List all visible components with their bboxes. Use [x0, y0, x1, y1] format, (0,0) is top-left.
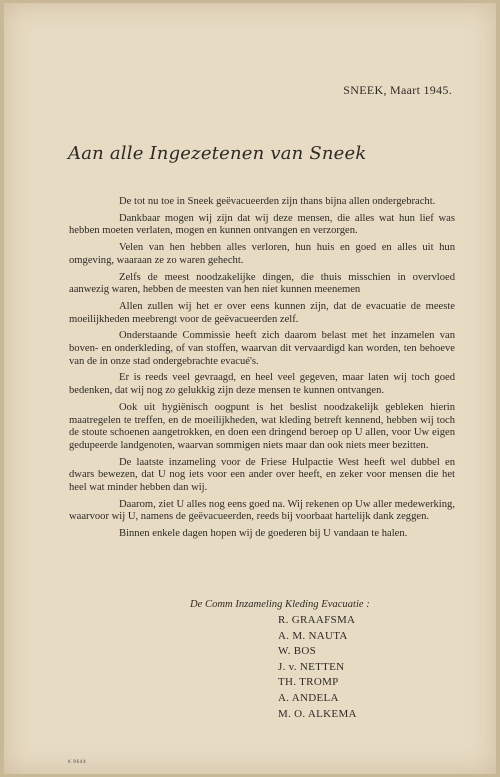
paragraph: De tot nu toe in Sneek geëvacueerden zijn thans bijna allen ondergebracht.: [119, 196, 436, 207]
document-page: [4, 3, 496, 774]
member-name: TH. TROMP: [278, 676, 339, 689]
paragraph: Ook uit hygiënisch oogpunt is het beslist noodzakelijk gebleken hierin maatregelen te treffen, en de moeilijkheden, wat kleding betreft kennend, hebben wij toch de stoute schoenen aangetrokken, en doen een dringend beroep op U allen, voor Uw eigen gedupeerde landgenoten, waarvan sommigen niets maar dan ook niets meer bezitten.: [69, 401, 455, 451]
document-heading: Aan alle Ingezetenen van Sneek: [68, 143, 367, 164]
member-name: A. ANDELA: [278, 691, 339, 704]
paragraph: Dankbaar mogen wij zijn dat wij deze mensen, die alles wat hun lief was hebben moeten verlaten, mogen en kunnen ontvangen en verzorgen.: [69, 212, 455, 237]
paragraph: Onderstaande Commissie heeft zich daarom belast met het inzamelen van boven- en onderkleding, of van stoffen, waarvan dit vervaardigd kan worden, ten behoeve van de in onze stad ondergebrachte evacué's.: [69, 330, 455, 367]
signature-block: [190, 599, 370, 722]
committee-members: [278, 613, 370, 722]
print-code: K 9644: [68, 760, 87, 765]
paragraph: Zelfs de meest noodzakelijke dingen, die thuis misschien in overvloed aanwezig waren, hebben de meesten van hen niet kunnen meenemen: [69, 271, 455, 296]
paragraph: Binnen enkele dagen hopen wij de goederen bij U vandaan te halen.: [119, 528, 408, 540]
committee-name: De Comm Inzameling Kleding Evacuatie :: [190, 599, 370, 610]
paragraph: De laatste inzameling voor de Friese Hulpactie West heeft wel dubbel en dwars bewezen, dat U nog iets voor een ander over heeft, en zeker voor mensen die het heel wat minder hebben dan wij.: [69, 456, 455, 494]
paragraph: Allen zullen wij het er over eens kunnen zijn, dat de evacuatie de meeste moeilijkheden meebrengt voor de geëvacueerden zelf.: [69, 300, 455, 325]
paragraph: Velen van hen hebben alles verloren, hun huis en goed en alles uit hun omgeving, waaraan ze zo waren gehecht.: [69, 242, 455, 266]
member-name: R. GRAAFSMA: [278, 614, 356, 626]
member-name: J. v. NETTEN: [278, 660, 345, 673]
member-name: M. O. ALKEMA: [278, 707, 357, 720]
member-name: A. M. NAUTA: [278, 629, 348, 642]
member-name: W. BOS: [278, 645, 317, 658]
letter-body: [69, 196, 455, 545]
paragraph: Er is reeds veel gevraagd, en heel veel gegeven, maar laten wij toch goed bedenken, dat wij nog zo gelukkig zijn deze mensen te kunnen ontvangen.: [69, 372, 455, 397]
paragraph: Daarom, ziet U alles nog eens goed na. Wij rekenen op Uw aller medewerking, waarvoor wij U, namens de geëvacueerden, reeds bij voorbaat hartelijk dank zeggen.: [69, 498, 455, 523]
date-line: SNEEK, Maart 1945.: [343, 83, 452, 97]
